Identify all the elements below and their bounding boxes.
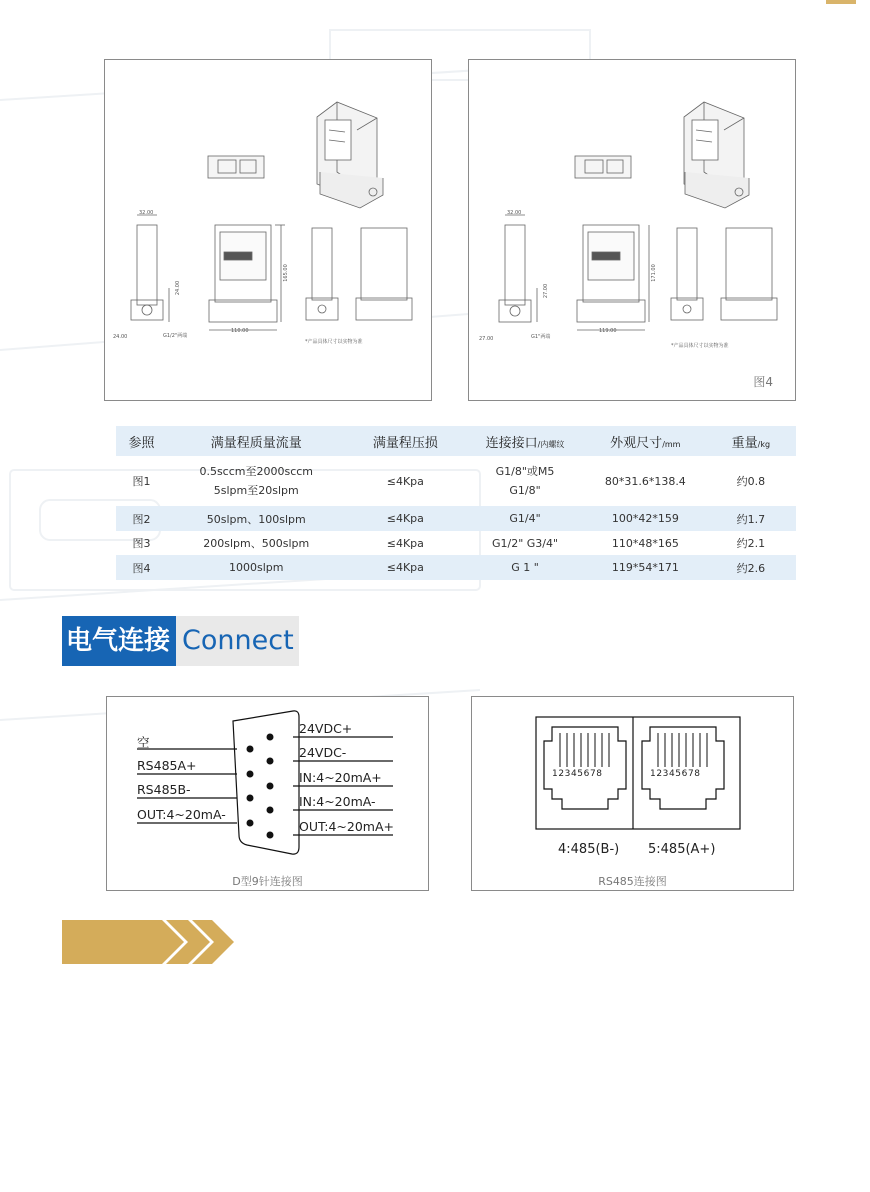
dim-height: 24.00: [175, 280, 182, 296]
dim-depth: 24.00: [113, 334, 128, 340]
cell-port: G 1 ": [465, 555, 585, 580]
product-drawing-1: [105, 60, 431, 400]
rj45-ports-diagram: [472, 697, 793, 890]
section-title-cn: 电气连接: [62, 616, 176, 666]
drawing-panel-2: [468, 59, 796, 401]
rs485-label-b: 4:485(B-): [558, 842, 620, 857]
dsub-pin-label-right: IN:4~20mA-: [299, 794, 376, 809]
rj45-pin-numbers: 12345678: [650, 769, 701, 779]
dsub-pin-label-left: OUT:4~20mA-: [137, 807, 226, 822]
cell-weight: 约0.8: [736, 475, 766, 488]
cell-port: G1/8"或M5 G1/8": [495, 465, 555, 497]
cell-ref: 图3: [132, 537, 151, 550]
rj45-pin-numbers: 12345678: [552, 769, 603, 779]
dsub-pin-label-right: OUT:4~20mA+: [299, 819, 394, 834]
table-header-row: [116, 426, 796, 456]
dim-thread: G1"两端: [531, 334, 551, 340]
header-pressure: 满量程压损: [346, 426, 466, 456]
cell-weight: 约2.6: [706, 555, 796, 580]
cell-weight: 约2.1: [736, 537, 766, 550]
cell-flow: 0.5sccm至2000sccm 5slpm至20slpm: [199, 465, 314, 497]
dsub-pin-label-right: 24VDC+: [299, 721, 353, 736]
rs485-label-a: 5:485(A+): [648, 842, 716, 857]
header-weight: 重量/kg: [706, 426, 796, 456]
cell-pressure: ≤4Kpa: [386, 474, 424, 488]
cell-ref: 图2: [116, 506, 167, 531]
dim-width: 32.00: [139, 210, 154, 216]
header-port: 连接接口/内螺纹: [465, 426, 585, 456]
cell-ref: 图1: [132, 475, 151, 488]
gold-arrow-bar: [62, 920, 237, 964]
drawing-note: *产品具体尺寸以实物为准: [671, 343, 729, 349]
dsub-pin-label-left: RS485B-: [137, 782, 191, 797]
cell-pressure: ≤4Kpa: [346, 506, 466, 531]
figure-label: 图4: [753, 375, 773, 389]
cell-size: 110*48*165: [611, 536, 679, 550]
rs485-panel: [471, 696, 794, 891]
dim-length: 110.00: [231, 328, 249, 334]
dim-length: 119.00: [599, 328, 617, 334]
header-size: 外观尺寸/mm: [585, 426, 706, 456]
cell-ref: 图4: [116, 555, 167, 580]
dim-thread: G1/2"两端: [163, 333, 188, 339]
cell-pressure: ≤4Kpa: [386, 536, 424, 550]
dsub-pin-label-left: RS485A+: [137, 758, 197, 773]
cell-size: 100*42*159: [585, 506, 706, 531]
cell-weight: 约1.7: [706, 506, 796, 531]
table-row: [116, 531, 796, 555]
dsub-panel: [106, 696, 429, 891]
table-row: [116, 506, 796, 531]
drawing-note: *产品具体尺寸以实物为准: [305, 339, 363, 345]
spec-table: [116, 426, 796, 580]
cell-size: 80*31.6*138.4: [604, 474, 686, 488]
dsub-pin-label-left: 空: [137, 735, 150, 750]
dim-total-height: 171.00: [650, 264, 657, 282]
rs485-caption: RS485连接图: [598, 875, 667, 888]
header-ref: 参照: [116, 426, 167, 456]
cell-flow: 200slpm、500slpm: [203, 537, 310, 550]
corner-accent: [826, 0, 856, 4]
section-header: [62, 616, 299, 666]
dim-total-height: 165.00: [282, 264, 289, 282]
dim-width: 32.00: [507, 210, 522, 216]
product-drawing-4: [469, 60, 795, 400]
header-flow: 满量程质量流量: [167, 426, 346, 456]
dim-depth: 27.00: [479, 336, 494, 342]
dsub-pin-label-right: IN:4~20mA+: [299, 770, 382, 785]
drawing-panel-1: [104, 59, 432, 401]
section-title-en: Connect: [176, 616, 299, 666]
cell-pressure: ≤4Kpa: [346, 555, 466, 580]
table-row: [116, 555, 796, 580]
cell-flow: 1000slpm: [167, 555, 346, 580]
dim-height: 27.00: [543, 283, 550, 299]
cell-size: 119*54*171: [585, 555, 706, 580]
dsub-caption: D型9针连接图: [232, 875, 303, 888]
cell-port: G1/4": [465, 506, 585, 531]
dsub-pin-label-right: 24VDC-: [299, 745, 347, 760]
cell-port: G1/2" G3/4": [491, 536, 559, 550]
cell-flow: 50slpm、100slpm: [167, 506, 346, 531]
table-row: [116, 456, 796, 506]
